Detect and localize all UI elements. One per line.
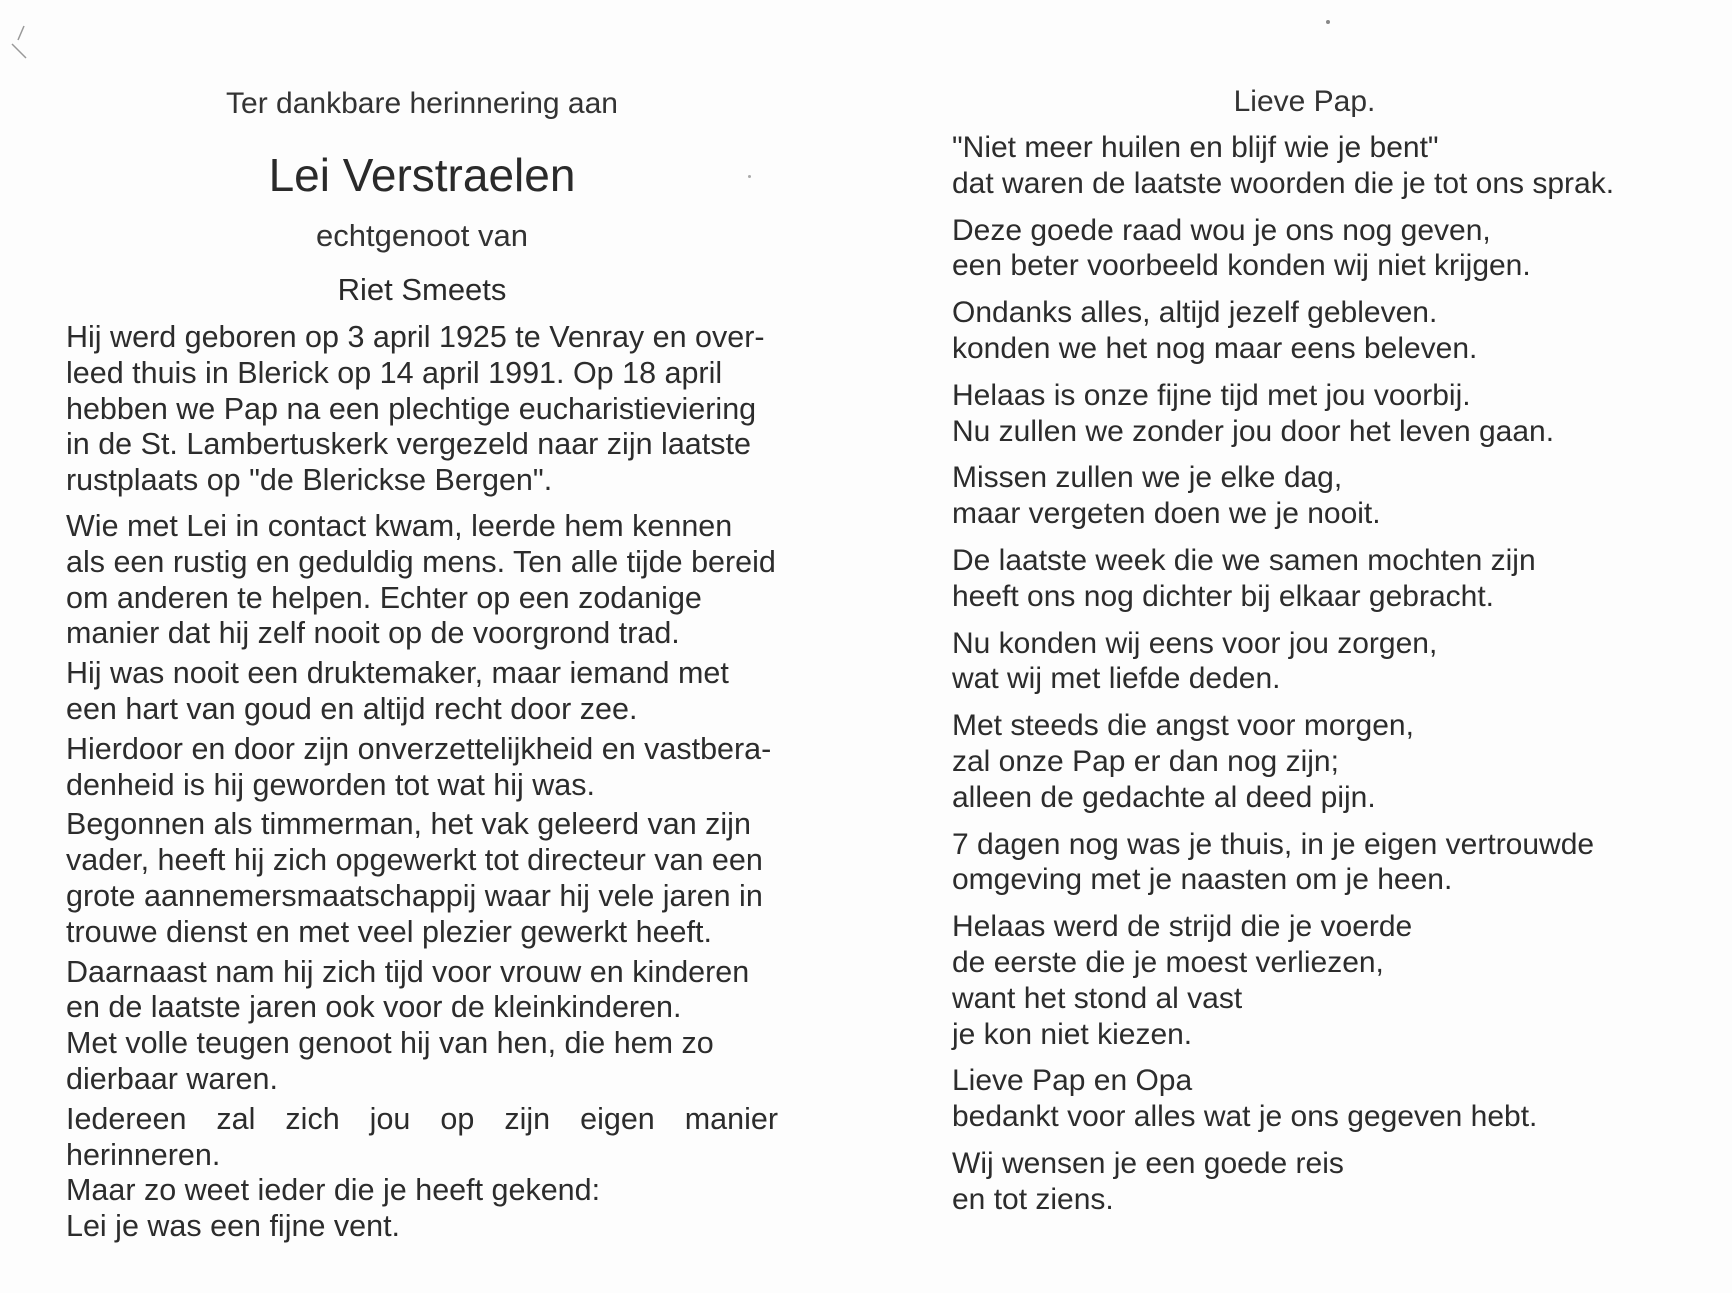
bio-paragraph: Hij werd geboren op 3 april 1925 te Venray en over- leed thuis in Blerick op 14 april 1991. Op 18 april hebben we Pap na een plechtige eucharistieviering in de St. Lambertuskerk vergezeld naar zijn laatste rustplaats op "de Blerickse Bergen". <box>66 320 765 498</box>
bio-paragraph: Wie met Lei in contact kwam, leerde hem kennen als een rustig en geduldig mens. Ten alle tijde bereid om anderen te helpen. Echter op een zodanige manier dat hij zelf nooit op de voorgrond trad. <box>66 508 776 651</box>
poem-stanza: Helaas is onze fijne tijd met jou voorbij. Nu zullen we zonder jou door het leven gaan. <box>952 378 1555 448</box>
poem <box>952 130 1672 1229</box>
speck-mark <box>1326 20 1330 24</box>
poem-stanza: Ondanks alles, altijd jezelf gebleven. konden we het nog maar eens beleven. <box>952 296 1478 365</box>
poem-title: Lieve Pap. <box>1233 85 1376 118</box>
poem-stanza: "Niet meer huilen en blijf wie je bent" dat waren de laatste woorden die je tot ons sprak. <box>952 131 1615 200</box>
bio-paragraph: Hierdoor en door zijn onverzettelijkheid en vastbera- denheid is hij geworden tot wat hij was. <box>66 731 772 802</box>
poem-stanza: 7 dagen nog was je thuis, in je eigen vertrouwde omgeving met je naasten om je heen. <box>952 827 1595 897</box>
bio-paragraph: Hij was nooit een druktemaker, maar iemand met een hart van goud en altijd recht door zee. <box>66 656 729 726</box>
bio-paragraph: Iedereen zal zich jou op zijn eigen manier herinneren. Maar zo weet ieder die je heeft gekend: Lei je was een fijne vent. <box>66 1101 778 1244</box>
deceased-name: Lei Verstraelen <box>268 149 576 201</box>
poem-stanza: Nu konden wij eens voor jou zorgen, wat wij met liefde deden. <box>952 626 1438 696</box>
spouse-label: echtgenoot van <box>315 218 528 253</box>
intro-text: Ter dankbare herinnering aan <box>226 87 618 120</box>
biography <box>66 320 778 1249</box>
poem-stanza: Wij wensen je een goede reis en tot ziens. <box>952 1146 1344 1216</box>
spouse-name: Riet Smeets <box>337 272 507 307</box>
poem-stanza: Deze goede raad wou je ons nog geven, een beter voorbeeld konden wij niet krijgen. <box>952 213 1531 283</box>
pen-mark <box>6 22 30 62</box>
poem-stanza: Lieve Pap en Opa bedankt voor alles wat je ons gegeven hebt. <box>952 1064 1538 1134</box>
poem-stanza: Missen zullen we je elke dag, maar vergeten doen we je nooit. <box>952 461 1381 531</box>
bio-paragraph: Begonnen als timmerman, het vak geleerd van zijn vader, heeft hij zich opgewerkt tot directeur van een grote aannemersmaatschappij waar hij vele jaren in trouwe dienst en met veel plezier gewerkt heeft. <box>66 807 763 949</box>
poem-stanza: De laatste week die we samen mochten zijn heeft ons nog dichter bij elkaar gebracht. <box>952 543 1536 613</box>
poem-stanza: Met steeds die angst voor morgen, zal onze Pap er dan nog zijn; alleen de gedachte al deed pijn. <box>952 709 1414 814</box>
bio-paragraph: Daarnaast nam hij zich tijd voor vrouw en kinderen en de laatste jaren ook voor de kleinkinderen. Met volle teugen genoot hij van hen, die hem zo dierbaar waren. <box>66 954 750 1096</box>
poem-stanza: Helaas werd de strijd die je voerde de eerste die je moest verliezen, want het stond al vast je kon niet kiezen. <box>952 910 1413 1051</box>
